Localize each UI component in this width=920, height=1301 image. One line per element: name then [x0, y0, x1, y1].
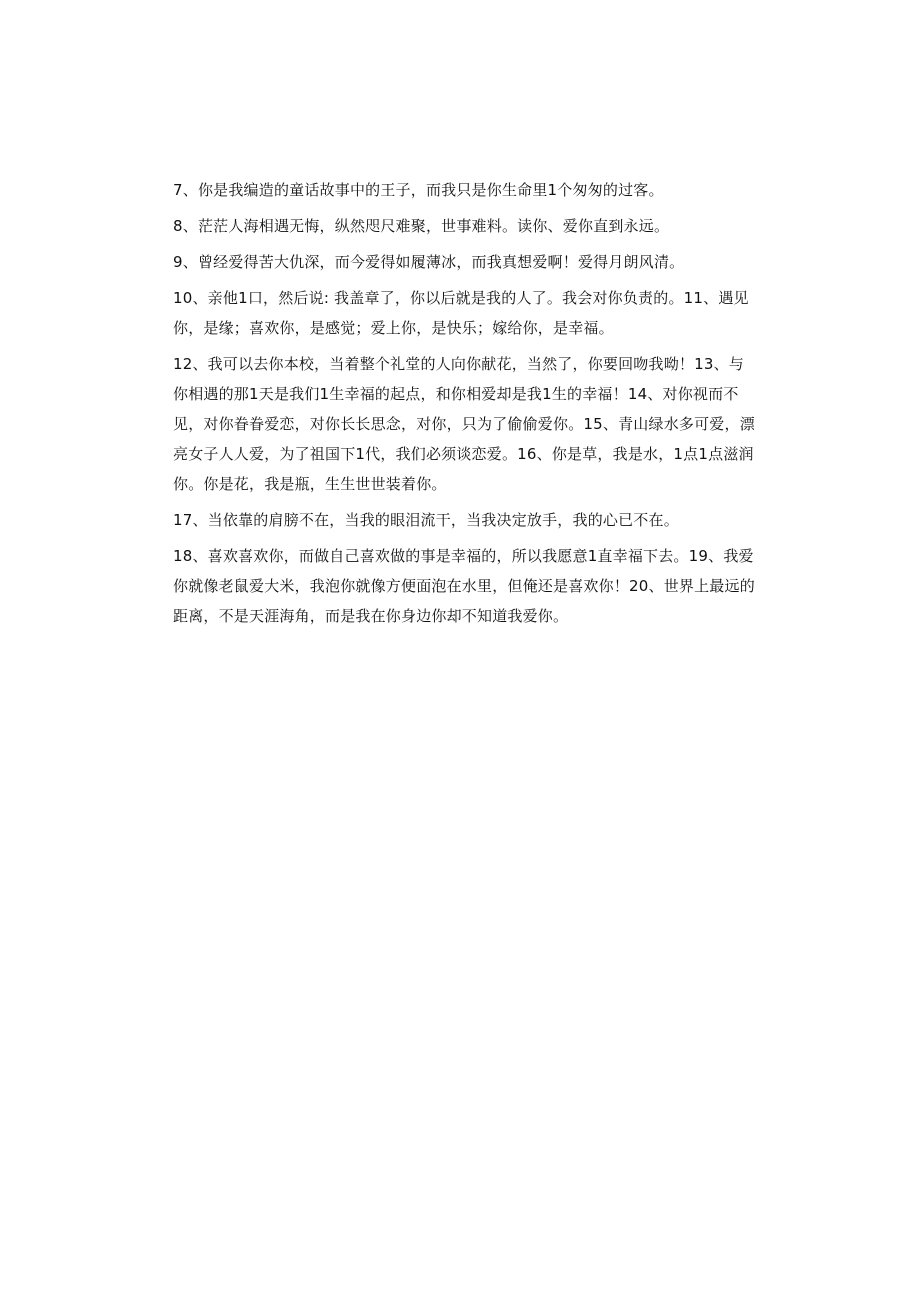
paragraph-7: 7、你是我编造的童话故事中的王子，而我只是你生命里1个匆匆的过客。: [173, 181, 664, 199]
paragraph-18-20: 18、喜欢喜欢你，而做自己喜欢做的事是幸福的，所以我愿意1直幸福下去。19、我爱你就像老鼠爱大米，我泡你就像方便面泡在水里，但俺还是喜欢你！20、世界上最远的距离，不是天涯海角，而是我在你身边你却不知道我爱你。: [173, 547, 755, 625]
paragraph-9: 9、曾经爱得苦大仇深，而今爱得如履薄冰，而我真想爱啊！爱得月朗风清。: [173, 253, 685, 271]
paragraph-8: 8、茫茫人海相遇无悔，纵然咫尺难聚，世事难料。读你、爱你直到永远。: [173, 217, 670, 235]
paragraph-17: 17、当依靠的肩膀不在，当我的眼泪流干，当我决定放手，我的心已不在。: [173, 511, 679, 529]
paragraph-12-16: 12、我可以去你本校，当着整个礼堂的人向你献花，当然了，你要回吻我呦！13、与你相遇的那1天是我们1生幸福的起点，和你相爱却是我1生的幸福！14、对你视而不见，对你眷眷爱恋，对你长长思念，对你，只为了偷偷爱你。15、青山绿水多可爱，漂亮女子人人爱，为了祖国下1代，我们必须谈恋爱。16、你是草，我是水，1点1点滋润你。你是花，我是瓶，生生世世装着你。: [173, 355, 755, 493]
document-body: [173, 175, 758, 637]
paragraph-10-11: 10、亲他1口，然后说: 我盖章了，你以后就是我的人了。我会对你负责的。11、遇见你，是缘；喜欢你，是感觉；爱上你，是快乐；嫁给你，是幸福。: [173, 289, 749, 337]
